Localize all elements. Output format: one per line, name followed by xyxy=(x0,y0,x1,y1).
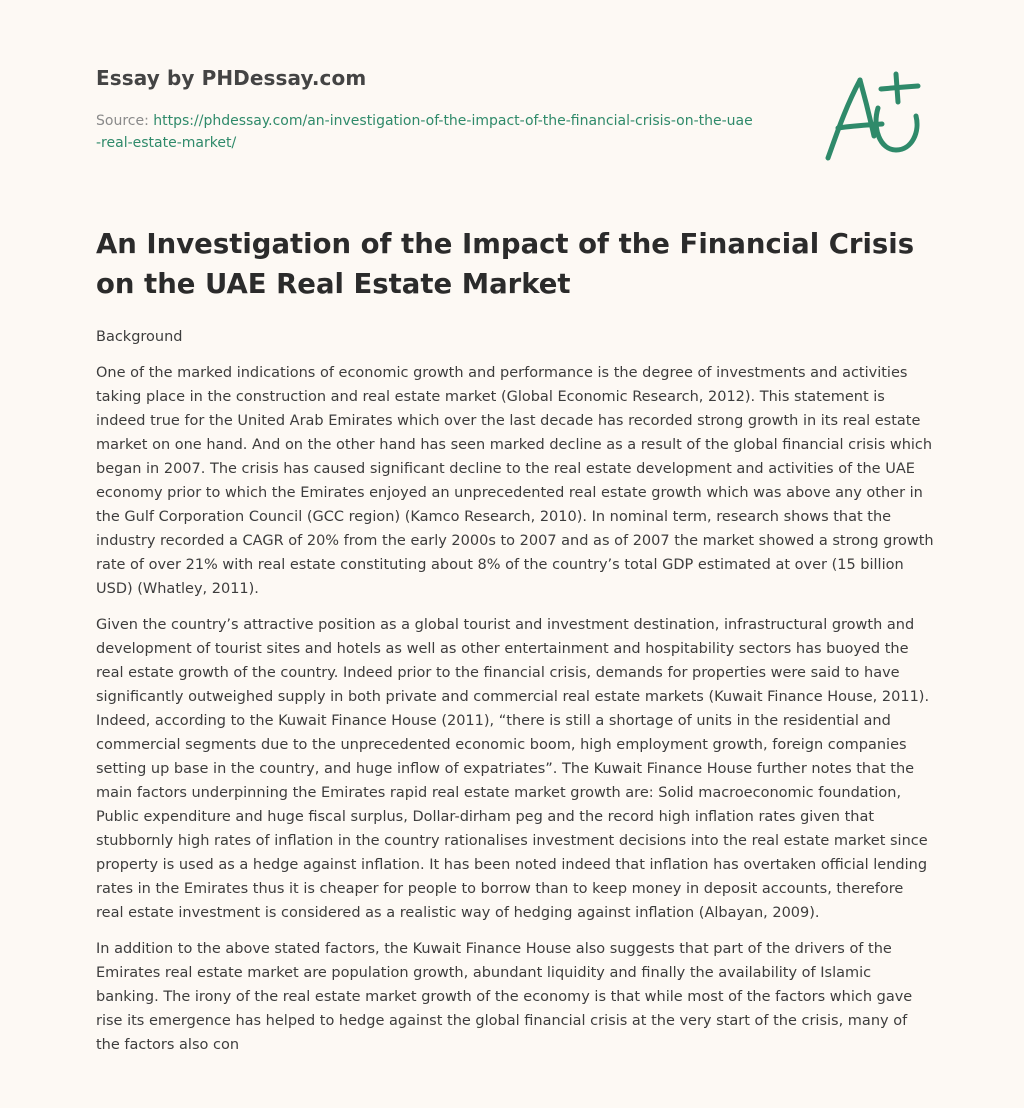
article-title: An Investigation of the Impact of the Financial Crisis on the UAE Real Estate Market xyxy=(96,228,915,300)
paragraph-2: Given the country’s attractive position as a global tourist and investment destination, infrastructural growth and development of tourist sites and hotels as well as other entertainment and hospitability sectors has buoyed the real estate growth of the country. Indeed prior to the financial crisis, demands for properties were said to have significantly outweighed supply in both private and commercial real estate markets (Kuwait Finance House, 2011). Indeed, according to the Kuwait Finance House (2011), “there is still a shortage of units in the residential and commercial segments due to the unprecedented economic boom, high employment growth, foreign companies setting up base in the country, and huge inflow of expatriates”. The Kuwait Finance House further notes that the main factors underpinning the Emirates rapid real estate market growth are: Solid macroeconomic foundation, Public expenditure and huge fiscal surplus, Dollar-dirham peg and the record high inflation rates given that stubbornly high rates of inflation in the country rationalises investment decisions into the real estate market since property is used as a hedge against inflation. It has been noted indeed that inflation has overtaken official lending rates in the Emirates thus it is cheaper for people to borrow than to keep money in deposit accounts, therefore real estate investment is considered as a realistic way of hedging against inflation (Albayan, 2009). xyxy=(96,617,930,921)
paragraph-3: In addition to the above stated factors, the Kuwait Finance House also suggests that part of the drivers of the Emirates real estate market are population growth, abundant liquidity and finally the availability of Islamic banking. The irony of the real estate market growth of the economy is that while most of the factors which gave rise its emergence has helped to hedge against the global financial crisis at the very start of the crisis, many of the factors also con xyxy=(96,941,913,1053)
site-title: Essay by PHDessay.com xyxy=(96,66,367,90)
section-heading: Background xyxy=(96,329,183,345)
source-line xyxy=(96,110,756,154)
source-link[interactable]: https://phdessay.com/an-investigation-of-the-impact-of-the-financial-crisis-on-the-uae-real-estate-market/ xyxy=(96,113,753,151)
paragraph-1: One of the marked indications of economic growth and performance is the degree of investments and activities taking place in the construction and real estate market (Global Economic Research, 2012). This statement is indeed true for the United Arab Emirates which over the last decade has recorded strong growth in its real estate market on one hand. And on the other hand has seen marked decline as a result of the global financial crisis which began in 2007. The crisis has caused significant decline to the real estate development and activities of the UAE economy prior to which the Emirates enjoyed an unprecedented real estate growth which was above any other in the Gulf Corporation Council (GCC region) (Kamco Research, 2010). In nominal term, research shows that the industry recorded a CAGR of 20% from the early 2000s to 2007 and as of 2007 the market showed a strong growth rate of over 21% with real estate constituting about 8% of the country’s total GDP estimated at over (15 billion USD) (Whatley, 2011). xyxy=(96,365,934,597)
article-body xyxy=(96,325,934,1069)
a-plus-logo-icon xyxy=(818,66,928,166)
site-header xyxy=(96,64,796,154)
source-label: Source: xyxy=(96,113,149,129)
